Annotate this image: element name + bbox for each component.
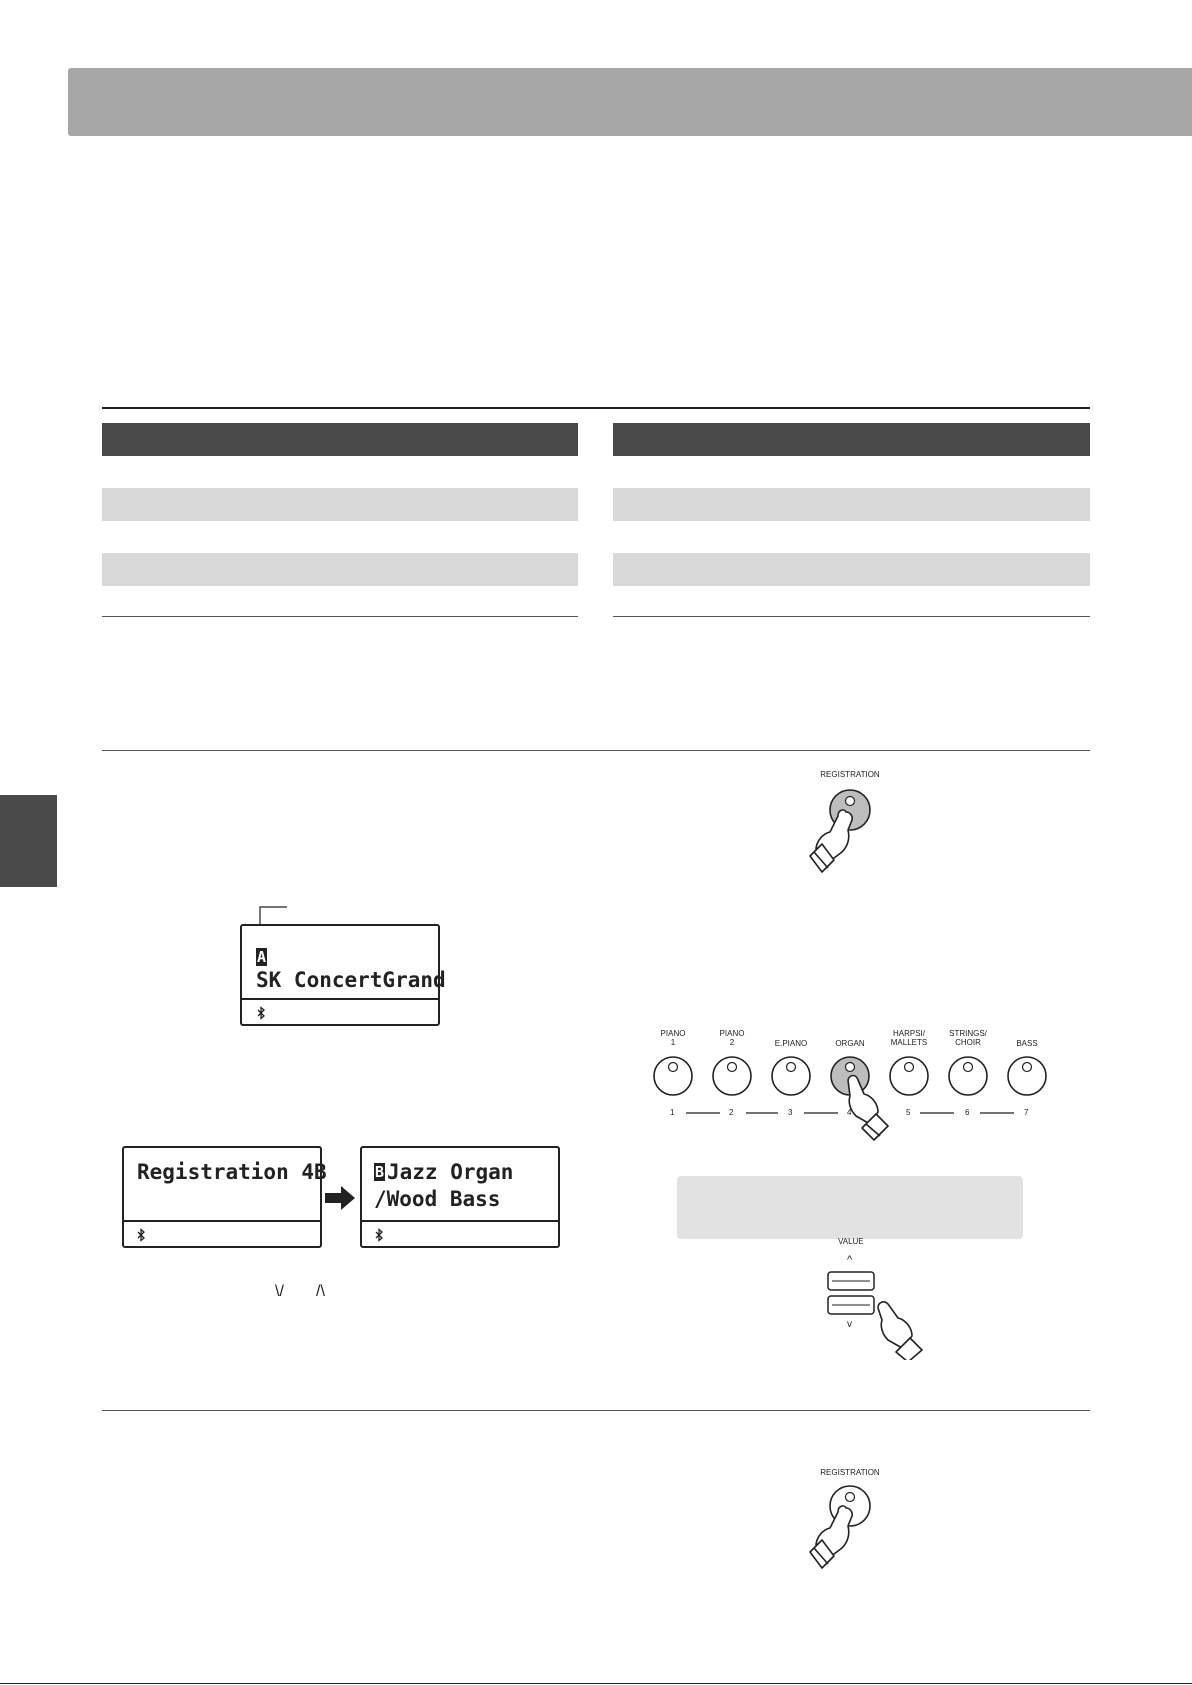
category-label: ORGAN — [835, 1039, 865, 1048]
category-button[interactable] — [710, 1054, 754, 1098]
table-right-row-shaded-2 — [613, 553, 1090, 586]
lcd-line-1: Jazz Organ — [387, 1160, 514, 1184]
registration-button-2[interactable] — [800, 1480, 880, 1580]
table-left-bottom-rule — [102, 616, 578, 617]
lcd-divider — [242, 998, 438, 1000]
side-section-tab — [0, 795, 57, 887]
pressing-hand-icon — [810, 1506, 852, 1568]
note-box — [677, 1176, 1023, 1239]
section-rule-2 — [102, 1410, 1090, 1411]
registration-button-label-2: REGISTRATION — [820, 1468, 880, 1477]
category-button[interactable] — [769, 1054, 813, 1098]
category-number: 2 — [729, 1108, 734, 1117]
bluetooth-icon — [136, 1228, 146, 1242]
category-label: BASS — [1016, 1039, 1038, 1048]
value-down-glyph: v — [847, 1319, 852, 1330]
value-up-glyph: ^ — [847, 1254, 853, 1266]
registration-button[interactable] — [800, 784, 880, 884]
registration-button-label: REGISTRATION — [820, 770, 880, 779]
category-label: E.PIANO — [774, 1039, 808, 1048]
bluetooth-icon — [374, 1228, 384, 1242]
category-number: 6 — [965, 1108, 970, 1117]
value-buttons[interactable] — [826, 1270, 926, 1360]
header-bar — [68, 68, 1192, 136]
table-left-row-shaded-2 — [102, 553, 578, 586]
section-rule-1 — [102, 750, 1090, 751]
lcd-display-registration — [122, 1146, 327, 1248]
category-label: STRINGS/ CHOIR — [949, 1029, 987, 1047]
category-number: 3 — [788, 1108, 793, 1117]
table-left-row-shaded-1 — [102, 488, 578, 521]
lcd-display-default — [240, 924, 446, 1026]
value-label: VALUE — [838, 1237, 864, 1246]
bank-indicator: A — [256, 948, 267, 966]
category-label: HARPSI/ MALLETS — [890, 1029, 928, 1047]
right-arrow-icon — [325, 1186, 356, 1210]
category-number: 4 — [847, 1108, 852, 1117]
lcd-display-result — [360, 1146, 560, 1248]
page-bottom-rule — [0, 1683, 1192, 1684]
category-number: 1 — [670, 1108, 675, 1117]
category-button[interactable] — [651, 1054, 695, 1098]
down-arrow-glyph: \/ — [275, 1283, 284, 1300]
category-label: PIANO 2 — [719, 1029, 745, 1047]
table-right-bottom-rule — [613, 616, 1090, 617]
category-number: 5 — [906, 1108, 911, 1117]
up-arrow-glyph: /\ — [316, 1283, 325, 1300]
table-left-header — [102, 423, 578, 456]
table-right-header — [613, 423, 1090, 456]
lcd-line-1: SK ConcertGrand — [256, 968, 446, 992]
category-label: PIANO 1 — [660, 1029, 686, 1047]
lcd-divider — [124, 1220, 320, 1222]
table-right-row-shaded-1 — [613, 488, 1090, 521]
category-number: 7 — [1024, 1108, 1029, 1117]
category-button[interactable] — [887, 1054, 931, 1098]
pressing-hand-icon — [810, 810, 852, 872]
category-button[interactable] — [1005, 1054, 1049, 1098]
lcd-line-1: Registration 4B — [137, 1160, 327, 1184]
category-button[interactable] — [946, 1054, 990, 1098]
table-top-rule — [102, 407, 1090, 409]
bluetooth-icon — [256, 1006, 266, 1020]
lcd-line-2: /Wood Bass — [374, 1187, 501, 1211]
pressing-hand-icon — [878, 1302, 922, 1360]
lcd-divider — [362, 1220, 558, 1222]
bank-indicator: B — [374, 1163, 385, 1181]
